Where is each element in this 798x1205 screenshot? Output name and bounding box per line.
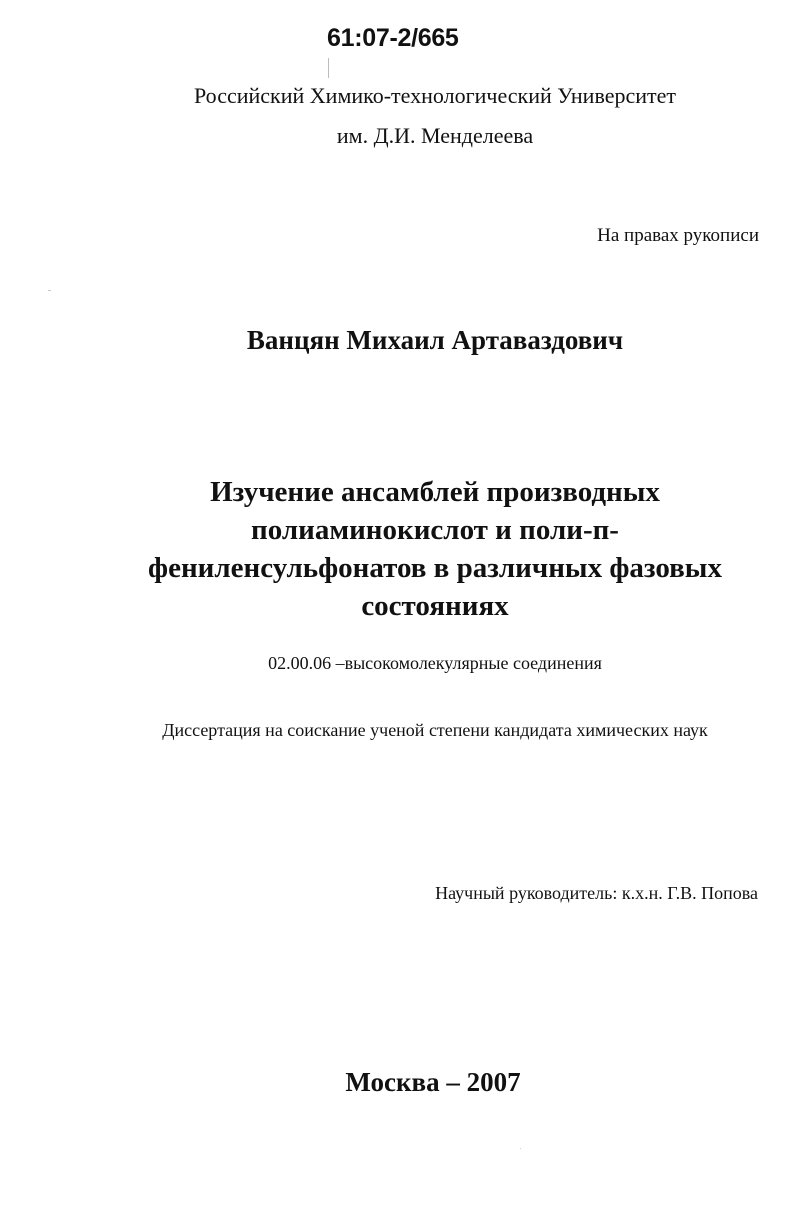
university-name: Российский Химико-технологический Университет xyxy=(193,83,677,108)
specialty-code: 02.00.06 –высокомолекулярные соединения xyxy=(268,653,602,673)
scan-mark xyxy=(328,58,329,78)
scan-speck xyxy=(48,290,51,291)
university-dedication: им. Д.И. Менделеева xyxy=(336,123,534,148)
scan-speck xyxy=(520,1148,521,1149)
thesis-title-line: Изучение ансамблей производных xyxy=(210,476,660,508)
city-year: Москва – 2007 xyxy=(345,1067,521,1097)
archive-stamp-number: 61:07-2/665 xyxy=(327,24,459,52)
manuscript-rights-note: На правах рукописи xyxy=(597,225,759,246)
thesis-title xyxy=(0,473,798,625)
thesis-title-line: фениленсульфонатов в различных фазовых xyxy=(148,552,722,584)
thesis-title-line: полиаминокислот и поли-п- xyxy=(251,514,619,546)
degree-statement: Диссертация на соискание ученой степени кандидата химических наук xyxy=(162,720,708,740)
scientific-advisor: Научный руководитель: к.х.н. Г.В. Попова xyxy=(435,883,758,903)
thesis-title-line: состояниях xyxy=(361,590,509,622)
author-name: Ванцян Михаил Артаваздович xyxy=(246,325,624,355)
